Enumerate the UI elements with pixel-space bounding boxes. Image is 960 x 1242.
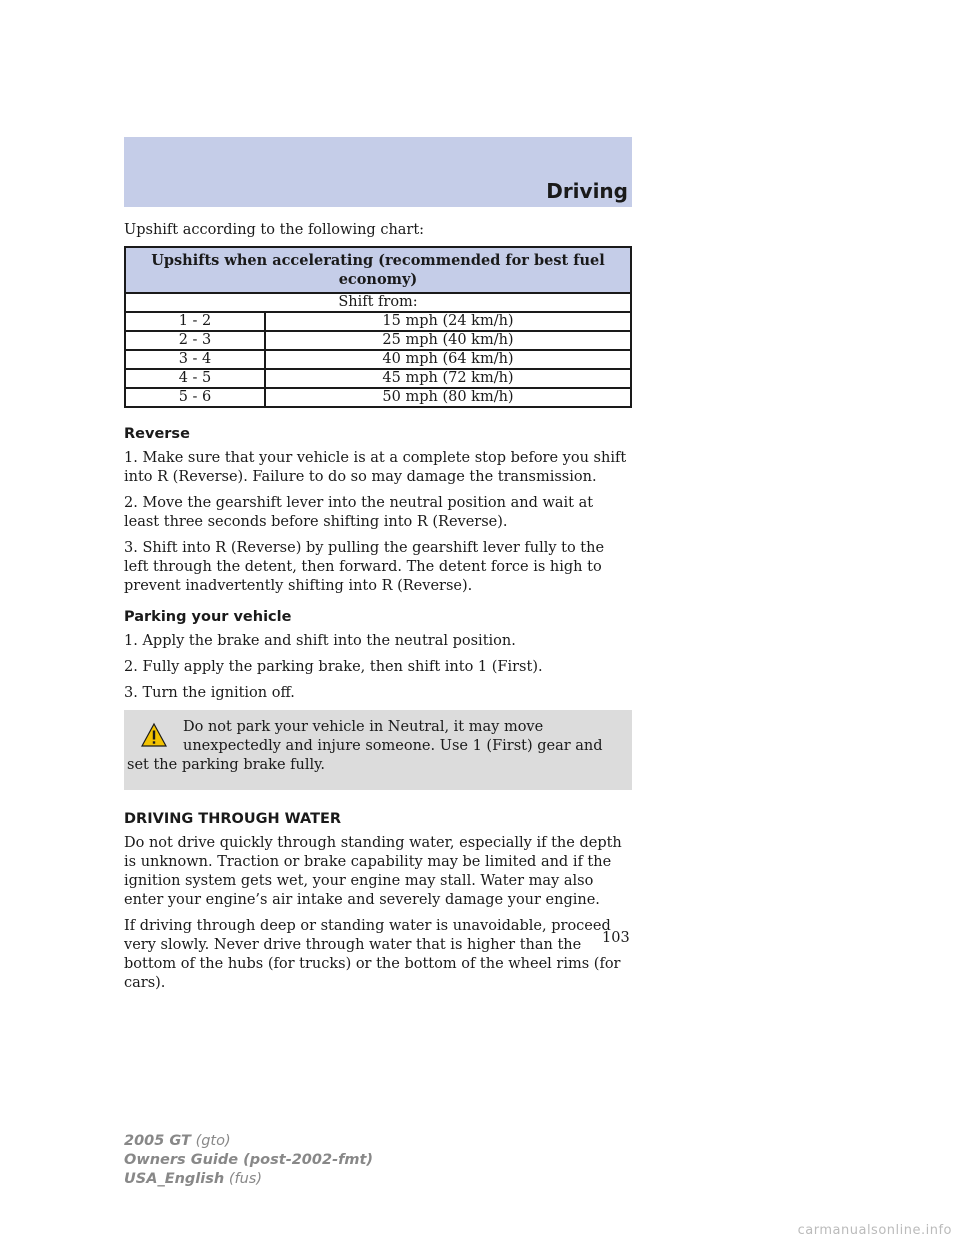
speed-cell: 25 mph (40 km/h) (265, 331, 631, 350)
table-row (125, 350, 631, 369)
warning-text: Do not park your vehicle in Neutral, it may move unexpectedly and injure someone. Use 1 (First) gear and set the parking brake fully. (127, 719, 603, 773)
gear-cell: 3 - 4 (125, 350, 265, 369)
page-content (124, 221, 632, 1000)
page-number: 103 (602, 930, 630, 946)
table-row (125, 388, 631, 407)
section-header-band (124, 137, 632, 207)
speed-cell: 40 mph (64 km/h) (265, 350, 631, 369)
table-subheading: Shift from: (125, 293, 631, 312)
gear-cell: 5 - 6 (125, 388, 265, 407)
water-paragraph-2: If driving through deep or standing water is unavoidable, proceed very slowly. Never drive through water that is higher than the bottom of the hubs (for trucks) or the bottom of the wheel rims (for cars). (124, 918, 621, 991)
footer-guide: Owners Guide (post-2002-fmt) (124, 1152, 374, 1168)
reverse-step-2: 2. Move the gearshift lever into the neutral position and wait at least three seconds before shifting into R (Reverse). (124, 495, 594, 530)
upshift-table (124, 246, 632, 408)
table-row (125, 331, 631, 350)
parking-step-2: 2. Fully apply the parking brake, then shift into 1 (First). (124, 659, 543, 675)
gear-cell: 1 - 2 (125, 312, 265, 331)
footer-locale-code: (fus) (228, 1171, 262, 1187)
speed-cell: 45 mph (72 km/h) (265, 369, 631, 388)
parking-heading: Parking your vehicle (124, 609, 292, 625)
document-footer (124, 1132, 373, 1189)
section-title: Driving (546, 179, 628, 203)
footer-locale: USA_English (124, 1171, 225, 1187)
water-paragraph-1: Do not drive quickly through standing water, especially if the depth is unknown. Traction or brake capability may be limited and if the ignition system gets wet, your engine may stall. Water may also enter your engine’s air intake and severely damage your engine. (124, 835, 622, 908)
speed-cell: 50 mph (80 km/h) (265, 388, 631, 407)
table-heading: Upshifts when accelerating (recommended for best fuel economy) (125, 247, 631, 293)
reverse-heading: Reverse (124, 426, 190, 442)
reverse-step-3: 3. Shift into R (Reverse) by pulling the gearshift lever fully to the left through the detent, then forward. The detent force is high to prevent inadvertently shifting into R (Reverse). (124, 540, 605, 594)
parking-step-3: 3. Turn the ignition off. (124, 685, 295, 701)
speed-cell: 15 mph (24 km/h) (265, 312, 631, 331)
gear-cell: 2 - 3 (125, 331, 265, 350)
gear-cell: 4 - 5 (125, 369, 265, 388)
table-row (125, 312, 631, 331)
water-heading: DRIVING THROUGH WATER (124, 811, 342, 827)
reverse-step-1: 1. Make sure that your vehicle is at a complete stop before you shift into R (Reverse). Failure to do so may damage the transmission. (124, 450, 627, 485)
footer-model: 2005 GT (124, 1133, 191, 1149)
warning-box (124, 710, 632, 790)
footer-model-code: (gto) (195, 1133, 231, 1149)
intro-text: Upshift according to the following chart: (124, 222, 425, 238)
warning-triangle-icon (141, 722, 167, 748)
table-row (125, 369, 631, 388)
watermark: carmanualsonline.info (797, 1223, 952, 1238)
parking-step-1: 1. Apply the brake and shift into the neutral position. (124, 633, 516, 649)
